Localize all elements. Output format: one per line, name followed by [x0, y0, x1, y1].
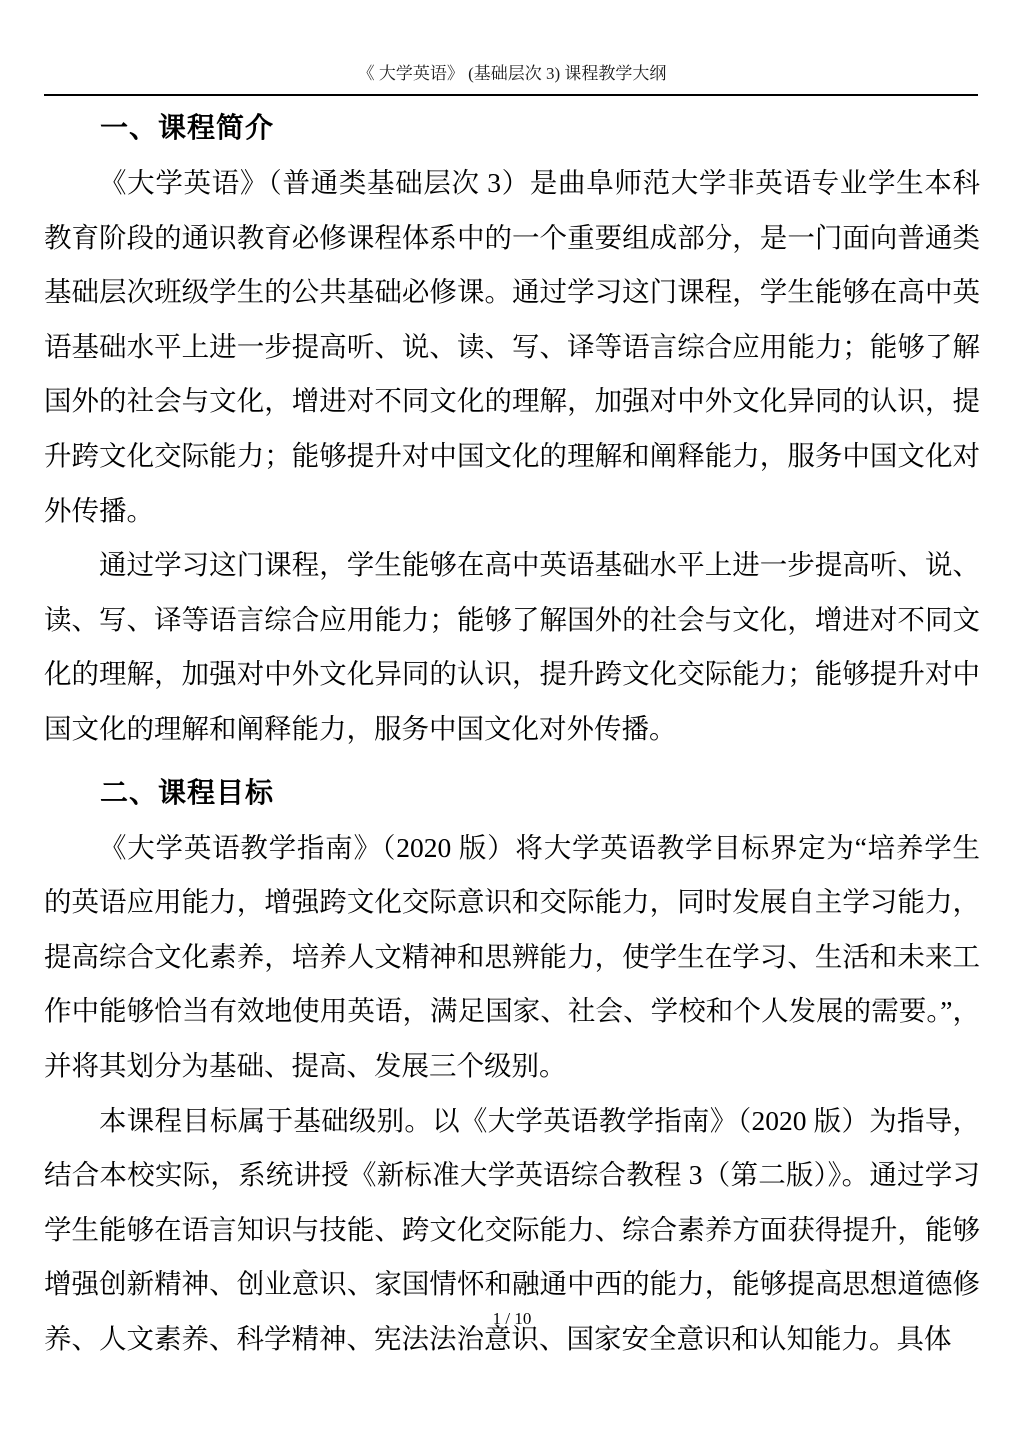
- page-footer: [0, 1306, 1024, 1332]
- section-2-paragraph-2: 本课程目标属于基础级别。以《大学英语教学指南》（2020 版）为指导，结合本校实际，系统讲授《新标准大学英语综合教程 3（第二版）》。通过学习学生能够在语言知识与技能、跨文化交际能力、综合素养方面获得提升，能够增强创新精神、创业意识、家国情怀和融通中西的能力，能够提高思想道德修养、人文素养、科学精神、宪法法治意识、国家安全意识和认知能力。具体: [44, 1104, 980, 1354]
- section-1-paragraph-2: 通过学习这门课程，学生能够在高中英语基础水平上进一步提高听、说、读、写、译等语言综合应用能力；能够了解国外的社会与文化，增进对不同文化的理解，加强对中外文化异同的认识，提升跨文化交际能力；能够提升对中国文化的理解和阐释能力，服务中国文化对外传播。: [44, 549, 980, 744]
- header-title: 《 大学英语》 (基础层次 3) 课程教学大纲: [357, 64, 667, 83]
- section-2-heading: 二、课程目标: [100, 777, 275, 809]
- section-1-heading: 一、课程简介: [100, 113, 275, 144]
- header-divider: [44, 94, 978, 96]
- section-2-paragraph-1: 《大学英语教学指南》（2020 版）将大学英语教学目标界定为“培养学生的英语应用能力，增强跨文化交际意识和交际能力，同时发展自主学习能力，提高综合文化素养，培养人文精神和思辨能力，使学生在学习、生活和未来工作中能够恰当有效地使用英语，满足国家、社会、学校和个人发展的需要。”，并将其划分为基础、提高、发展三个级别。: [44, 831, 980, 1081]
- page-header: [44, 62, 980, 86]
- section-1-paragraph-1: 《大学英语》（普通类基础层次 3）是曲阜师范大学非英语专业学生本科教育阶段的通识教育必修课程体系中的一个重要组成部分，是一门面向普通类基础层次班级学生的公共基础必修课。通过学习这门课程，学生能够在高中英语基础水平上进一步提高听、说、读、写、译等语言综合应用能力；能够了解国外的社会与文化，增进对不同文化的理解，加强对中外文化异同的认识，提升跨文化交际能力；能够提升对中国文化的理解和阐释能力，服务中国文化对外传播。: [44, 167, 980, 526]
- document-body: [44, 101, 980, 1366]
- page-number: 1 / 10: [492, 1309, 532, 1328]
